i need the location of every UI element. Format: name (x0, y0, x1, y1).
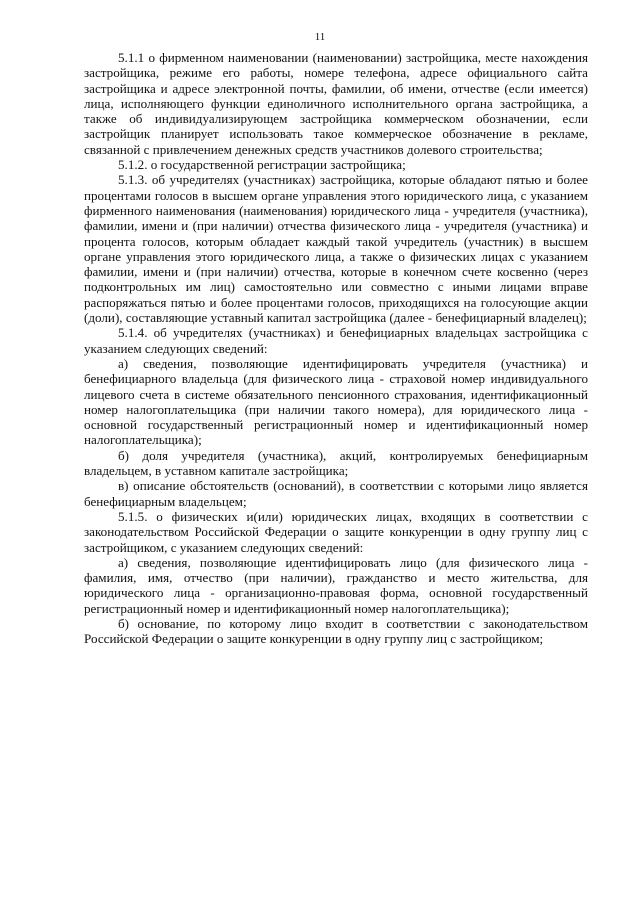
paragraph-5-1-5-a: а) сведения, позволяющие идентифицировать лицо (для физического лица - фамилия, имя, отчество (при наличии), гражданство и место жительства, для юридического лица - организационно-правовая форма, основной государственный регистрационный номер и идентификационный номер налогоплательщика); (84, 554, 588, 616)
paragraph-5-1-4: 5.1.4. об учредителях (участниках) и бенефициарных владельцах застройщика с указанием следующих сведений: (84, 325, 588, 356)
paragraph-5-1-5: 5.1.5. о физических и(или) юридических лицах, входящих в соответствии с законодательством Российской Федерации о защите конкуренции в одну группу лиц с застройщиком, с указанием следующих сведений: (84, 508, 588, 555)
paragraph-5-1-1: 5.1.1 о фирменном наименовании (наименовании) застройщика, месте нахождения застройщика, режиме его работы, номере телефона, адресе официального сайта застройщика и адресе электронной почты, фамилии, об имени, отчестве (если имеется) лица, исполняющего функции единоличного исполнительного органа застройщика, а также об индивидуализирующем застройщика коммерческом обозначении, если застройщик планирует использовать такое коммерческое обозначение в рекламе, связанной с привлечением денежных средств участников долевого строительства; (84, 50, 588, 157)
paragraph-5-1-2: 5.1.2. о государственной регистрации застройщика; (118, 157, 406, 173)
paragraph-5-1-5-b: б) основание, по которому лицо входит в соответствии с законодательством Российской Федерации о защите конкуренции в одну группу лиц с застройщиком; (84, 615, 588, 647)
document-body (84, 50, 588, 647)
paragraph-5-1-4-a: а) сведения, позволяющие идентифицировать учредителя (участника) и бенефициарного владельца (для физического лица - страховой номер индивидуального лицевого счета в системе обязательного пенсионного страхования, идентификационный номер налогоплательщика (при наличии такого номера), для юридического лица - основной государственный регистрационный номер и идентификационный номер налогоплательщика); (84, 355, 588, 448)
paragraph-5-1-4-v: в) описание обстоятельств (оснований), в соответствии с которыми лицо является бенефициарным владельцем; (84, 478, 588, 509)
paragraph-5-1-4-b: б) доля учредителя (участника), акций, контролируемых бенефициарным владельцем, в уставном капитале застройщика; (84, 447, 588, 479)
page-number: 11 (314, 31, 326, 43)
paragraph-5-1-3: 5.1.3. об учредителях (участниках) застройщика, которые обладают пятью и более процентами голосов в высшем органе управления этого юридического лица, с указанием фирменного наименования (наименования) юридического лица - учредителя (участника), фамилии, имени и (при наличии) отчества физического лица - учредителя (участника) и процента голосов, которым обладает каждый такой учредитель (участник) в высшем органе управления этого юридического лица, а также о физических лицах с указанием фамилии, имени и (при наличии) отчества, которые в конечном счете косвенно (через подконтрольных им лиц) самостоятельно или совместно с иными лицами вправе распоряжаться пятью и более процентами голосов, приходящихся на голосующие акции (доли), составляющие уставный капитал застройщика (далее - бенефициарный владелец); (84, 172, 588, 326)
